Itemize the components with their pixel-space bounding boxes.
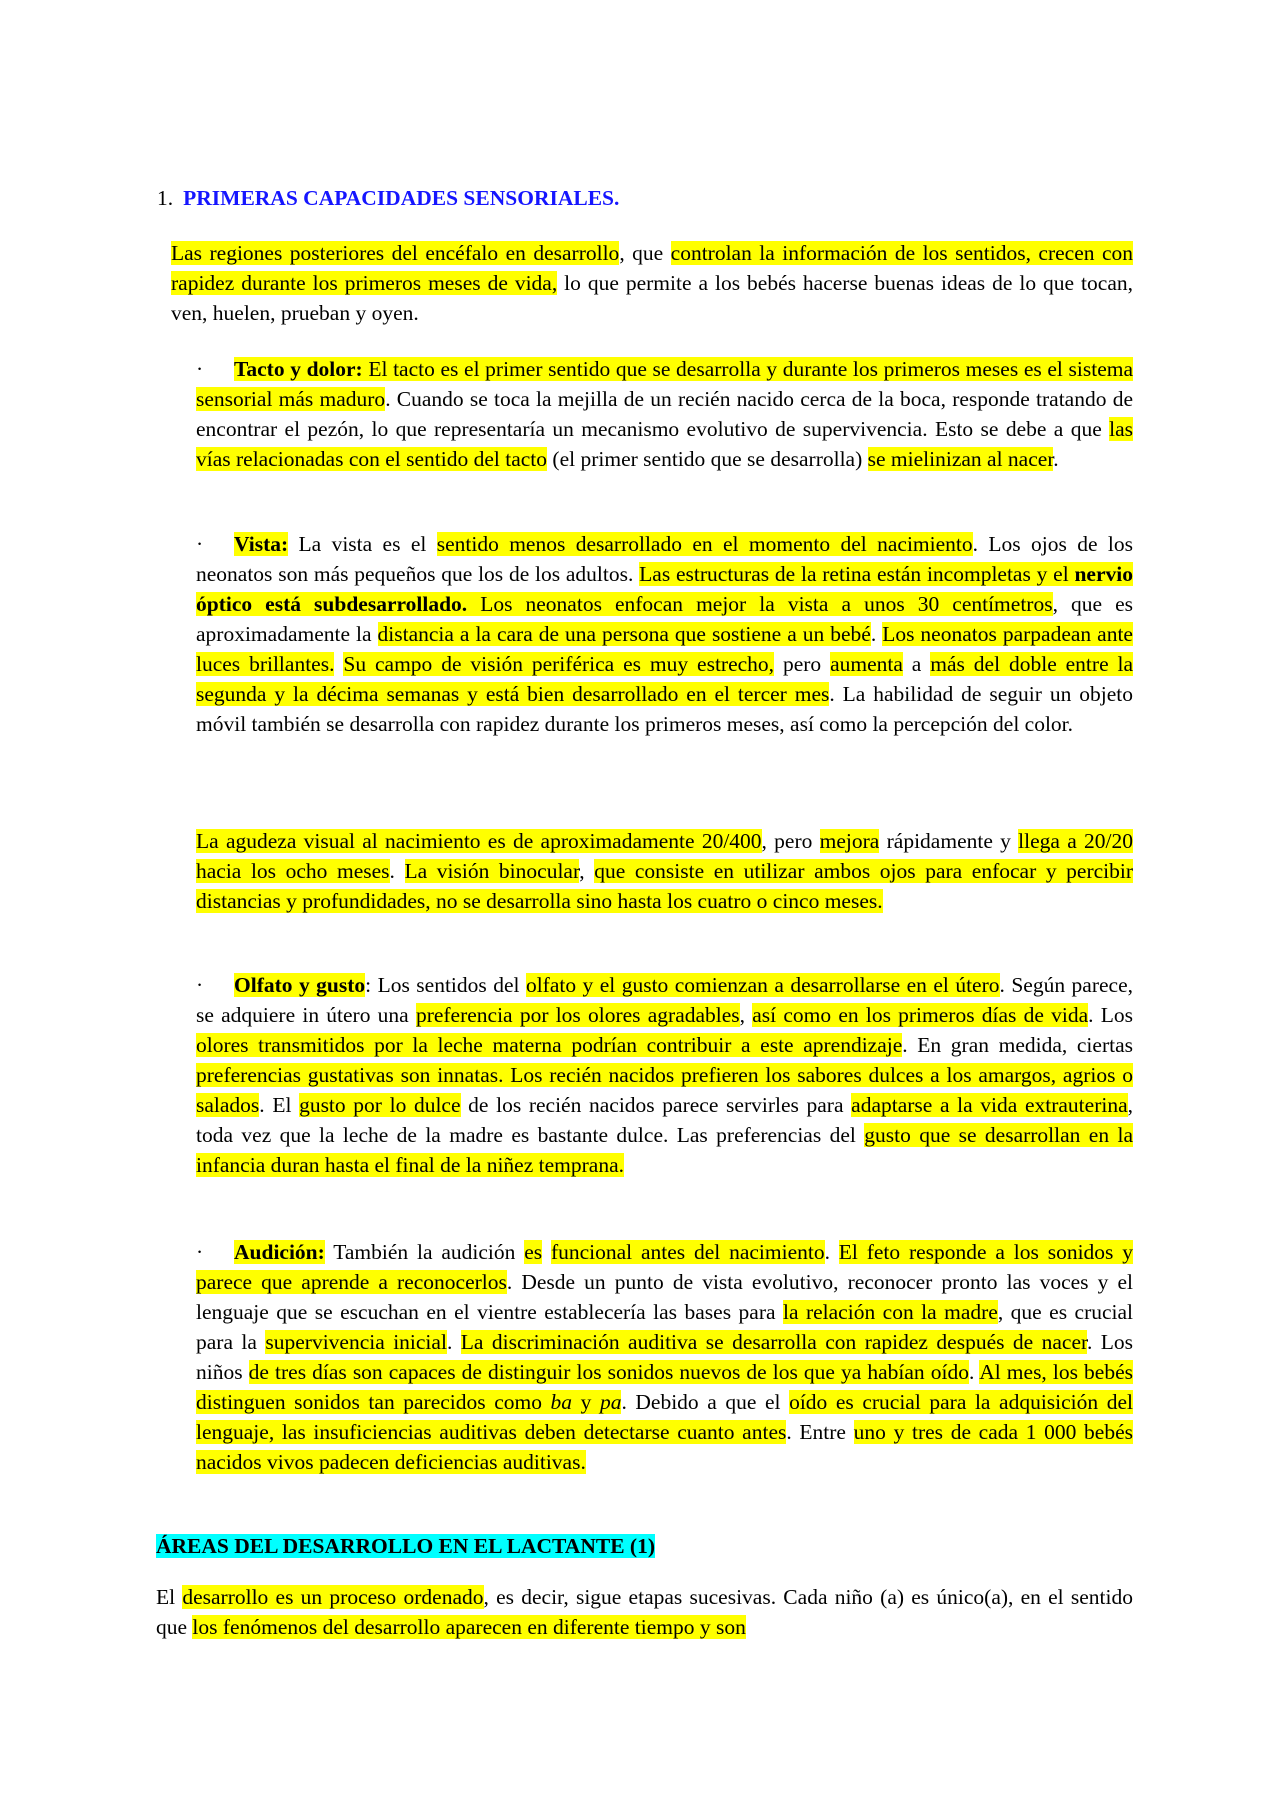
text-run: [542, 1240, 551, 1264]
highlight-text: La discriminación auditiva se desarrolla con rapidez después de nacer: [460, 1330, 1087, 1354]
section-number: 1.: [157, 186, 174, 210]
highlight-text: Las estructuras de la retina están incompletas y el: [639, 562, 1075, 586]
highlight-text: es: [524, 1240, 543, 1264]
bullet-label: Vista:: [234, 532, 289, 556]
text-run: rápidamente y: [879, 829, 1019, 853]
highlight-text: gusto por lo dulce: [299, 1093, 461, 1117]
highlight-text: preferencias gustativas son innatas. Los recién nacidos prefieren los sabores dulces a los amargos, agrios o salados: [196, 1063, 1133, 1117]
text-run: . En gran medida, ciertas: [902, 1033, 1133, 1057]
text-run: (el primer sentido que se desarrolla): [547, 447, 868, 471]
highlight-text: olores transmitidos por la leche materna podrían contribuir a este aprendizaje: [196, 1033, 903, 1057]
highlight-text: distancia a la cara de una persona que sostiene a un bebé: [377, 622, 871, 646]
highlight-text: aumenta: [830, 652, 903, 676]
highlight-text: Los neonatos parpadean ante luces brillantes.: [196, 622, 1133, 676]
text-run: pero: [774, 652, 831, 676]
bullet-audicion: [196, 1237, 1133, 1477]
text-run: , toda vez que la leche de la madre es bastante dulce. Las preferencias del: [196, 1093, 1134, 1147]
highlight-text: controlan la información de los sentidos, crecen con rapidez durante los primeros meses de vida,: [171, 241, 1134, 295]
highlight-text: Su campo de visión periférica es muy estrecho,: [343, 652, 775, 676]
highlight-text: desarrollo es un proceso ordenado: [182, 1585, 484, 1609]
highlight-text: La agudeza visual al nacimiento es de aproximadamente 20/400: [196, 829, 762, 853]
text-run: . Los ojos de los neonatos son más pequeños que los de los adultos.: [196, 532, 1133, 586]
highlight-text: supervivencia inicial: [265, 1330, 447, 1354]
bullet-vista: [196, 529, 1133, 739]
bullet-icon: ·: [196, 1240, 204, 1264]
text-run: . Los niños: [196, 1330, 1134, 1384]
highlight-text: Las regiones posteriores del encéfalo en desarrollo: [171, 241, 620, 265]
text-run: ,: [739, 1003, 753, 1027]
highlight-text: pa: [599, 1390, 622, 1414]
highlight-text: El tacto es el primer sentido que se desarrolla y durante los primeros meses es el sistema sensorial más maduro: [196, 357, 1134, 411]
text-run: La vista es el: [288, 532, 437, 556]
highlight-text: preferencia por los olores agradables: [415, 1003, 740, 1027]
text-run: , que es crucial para la: [196, 1300, 1134, 1354]
highlight-text: Al mes, los bebés distinguen sonidos tan parecidos como: [196, 1360, 1133, 1414]
highlight-text: de tres días son capaces de distinguir los sonidos nuevos de los que ya habían oído: [248, 1360, 969, 1384]
bullet-label: Audición:: [234, 1240, 325, 1264]
highlight-text: que consiste en utilizar ambos ojos para enfocar y percibir distancias y profundidades, no se desarrolla sino hasta los cuatro o cinco meses.: [196, 859, 1134, 913]
text-run: a: [902, 652, 931, 676]
highlight-text: ba: [550, 1390, 573, 1414]
text-run: . La habilidad de seguir un objeto móvil también se desarrolla con rapidez durante los primeros meses, así como la percepción del color.: [196, 682, 1133, 736]
highlight-text: oído es crucial para la adquisición del lenguaje, las insuficiencias auditivas deben detectarse cuanto antes: [196, 1390, 1133, 1444]
bullet-olfato-gusto: [196, 970, 1133, 1180]
text-run: ,: [579, 859, 595, 883]
highlight-text: se mielinizan al nacer: [867, 447, 1054, 471]
highlight-text: sentido menos desarrollado en el momento del nacimiento: [436, 532, 973, 556]
bullet-icon: ·: [196, 357, 204, 381]
highlight-text: El feto responde a los sonidos y parece que aprende a reconocerlos: [196, 1240, 1133, 1294]
text-run: . Cuando se toca la mejilla de un recién nacido cerca de la boca, responde tratando de encontrar el pezón, lo que representaría un mecanismo evolutivo de supervivencia. Esto se debe a que: [196, 387, 1133, 441]
section-heading-sensoriales: [157, 184, 619, 212]
highlight-text: así como en los primeros días de vida: [752, 1003, 1089, 1027]
text-run: , es decir, sigue etapas sucesivas. Cada niño (a) es único(a), en el sentido que: [156, 1585, 1133, 1639]
bullet-label: Olfato y gusto: [234, 973, 366, 997]
highlight-text: La visión binocular: [404, 859, 580, 883]
text-run: .: [824, 1240, 839, 1264]
highlight-text: mejora: [819, 829, 880, 853]
highlight-text: uno y tres de cada 1 000 bebés nacidos vivos padecen deficiencias auditivas.: [196, 1420, 1134, 1474]
bullet-label: Tacto y dolor:: [234, 357, 363, 381]
highlight-text: gusto que se desarrollan en la infancia duran hasta el final de la niñez temprana.: [196, 1123, 1133, 1177]
text-run: lo que permite a los bebés hacerse buenas ideas de lo que tocan, ven, huelen, prueban y oyen.: [171, 271, 1133, 325]
text-run: El: [156, 1585, 183, 1609]
highlight-text: llega a 20/20 hacia los ocho meses: [196, 829, 1133, 883]
text-run: .: [870, 622, 883, 646]
highlight-text: la relación con la madre: [782, 1300, 998, 1324]
bullet-icon: ·: [196, 532, 204, 556]
text-run: . El: [259, 1093, 300, 1117]
bullet-tacto-dolor: [196, 354, 1133, 474]
text-run: .: [1053, 447, 1059, 471]
highlight-text: las vías relacionadas con el sentido del tacto: [196, 417, 1133, 471]
highlight-text: olfato y el gusto comienzan a desarrollarse en el útero: [525, 973, 1000, 997]
text-run: : Los sentidos del: [365, 973, 526, 997]
text-run: . Entre: [786, 1420, 854, 1444]
text-run: . Los: [1088, 1003, 1133, 1027]
text-run: , que es aproximadamente la: [196, 592, 1133, 646]
section-title: ÁREAS DEL DESARROLLO EN EL LACTANTE (1): [156, 1534, 655, 1558]
section-title: PRIMERAS CAPACIDADES SENSORIALES.: [183, 186, 620, 210]
text-run: También la audición: [324, 1240, 525, 1264]
text-run: , pero: [761, 829, 820, 853]
text-run: .: [389, 859, 405, 883]
highlight-text: Los neonatos enfocan mejor la vista a unos 30 centímetros: [467, 592, 1053, 616]
text-run: .: [446, 1330, 461, 1354]
highlight-text: funcional antes del nacimiento: [550, 1240, 825, 1264]
highlight-text: los fenómenos del desarrollo aparecen en diferente tiempo y son: [192, 1615, 746, 1639]
areas-paragraph: [156, 1582, 1133, 1642]
text-run: . Desde un punto de vista evolutivo, reconocer pronto las voces y el lenguaje que se escuchan en el vientre establecería las bases para: [196, 1270, 1133, 1324]
text-run: , que: [619, 241, 671, 265]
text-run: . Debido a que el: [621, 1390, 790, 1414]
bullet-icon: ·: [196, 973, 204, 997]
section-heading-areas: [156, 1531, 655, 1561]
text-run: .: [968, 1360, 980, 1384]
highlight-text: más del doble entre la segunda y la décima semanas y está bien desarrollado en el tercer mes: [196, 652, 1134, 706]
highlight-text: y: [572, 1390, 600, 1414]
agudeza-visual-paragraph: [196, 826, 1133, 916]
text-run: de los recién nacidos parece servirles para: [460, 1093, 852, 1117]
highlight-text: nervio óptico está subdesarrollado.: [196, 562, 1133, 616]
intro-paragraph: [171, 238, 1133, 328]
highlight-text: adaptarse a la vida extrauterina: [851, 1093, 1128, 1117]
text-run: . Según parece, se adquiere in útero una: [196, 973, 1133, 1027]
